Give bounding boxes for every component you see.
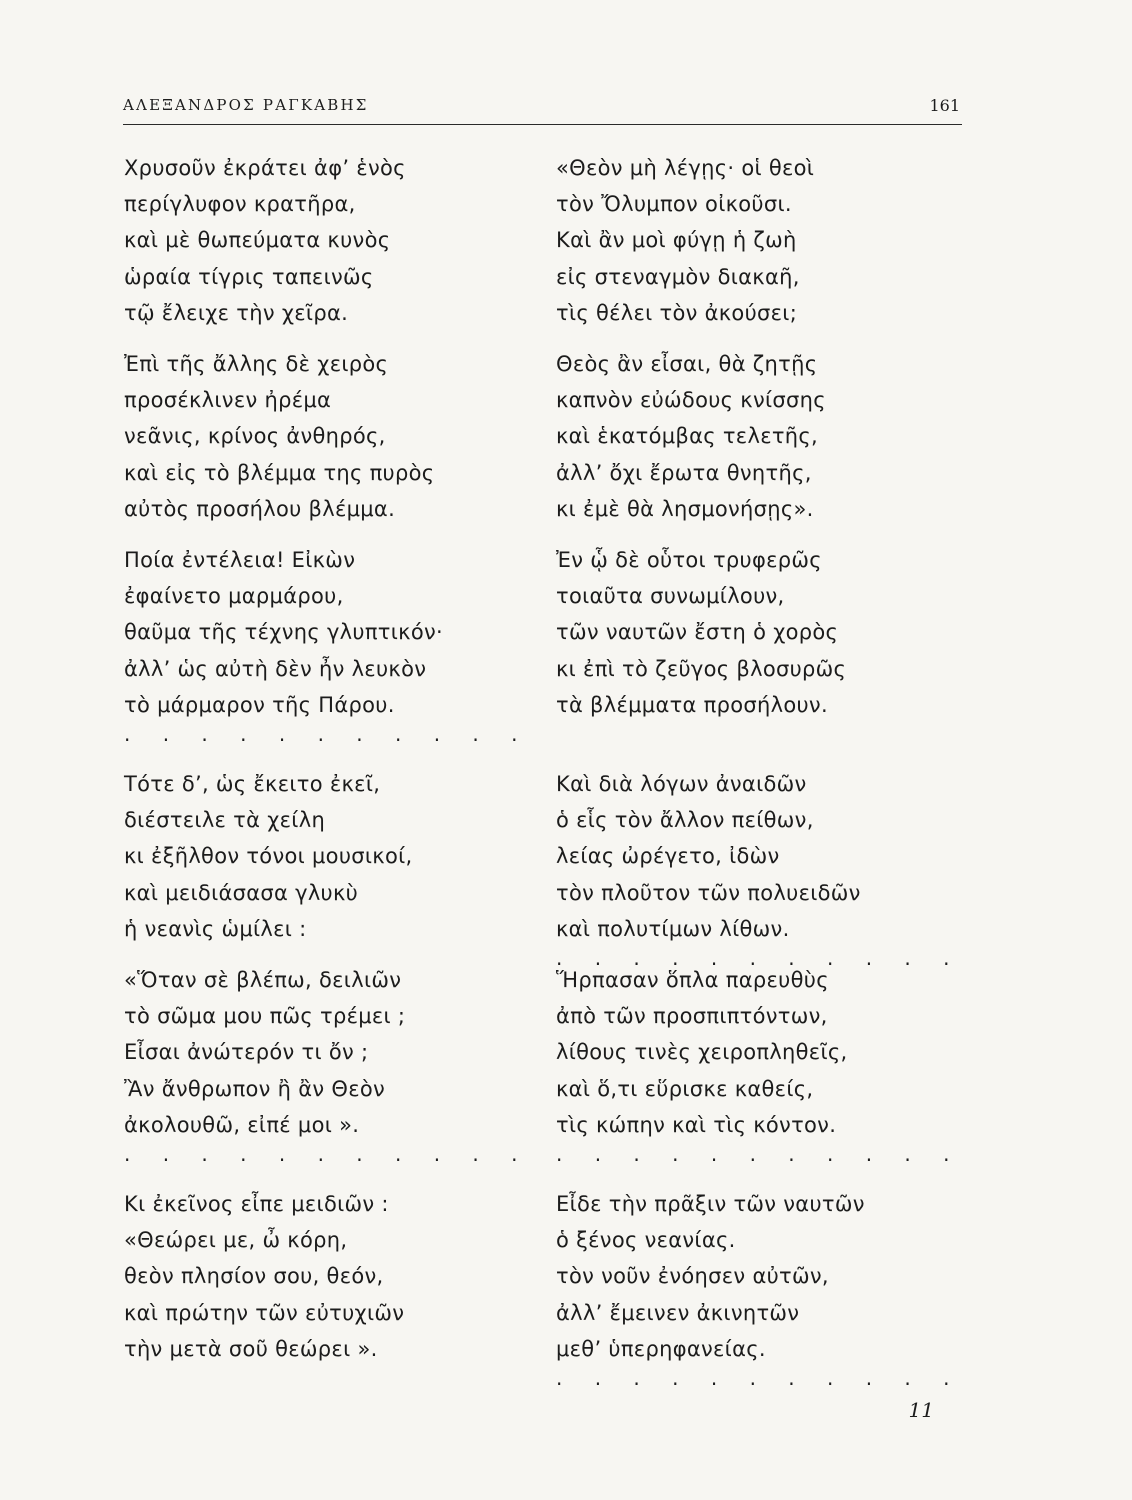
verse-line: καὶ πολυτίμων λίθων. <box>556 916 790 941</box>
verse-line: ἀλλ’ ὄχι ἔρωτα θνητῆς, <box>556 460 812 485</box>
stanza <box>556 1186 976 1390</box>
verse-line: τὶς κώπην καὶ τὶς κόντον. <box>556 1112 837 1137</box>
verse-line: ὁ εἷς τὸν ἄλλον πείθων, <box>556 808 814 833</box>
stanza <box>124 1186 544 1382</box>
verse-line: Εἶδε τὴν πρᾶξιν τῶν ναυτῶν <box>556 1192 865 1216</box>
verse-line: κι ἐπὶ τὸ ζεῦγος βλοσυρῶς <box>556 656 847 681</box>
stanza <box>556 346 976 542</box>
verse-line: ἀλλ’ ὡς αὐτὴ δὲν ἦν λευκὸν <box>124 656 427 681</box>
verse-line: κι ἐξῆλθον τόνοι μουσικοί, <box>124 844 413 869</box>
verse-line: περίγλυφον κρατῆρα, <box>124 192 356 217</box>
stanza <box>124 346 544 542</box>
verse-line: λείας ὠρέγετο, ἰδὼν <box>556 844 780 869</box>
stanza <box>556 542 976 766</box>
verse-line: εἰς στεναγμὸν διακαῆ, <box>556 264 800 289</box>
verse-line: Τότε δ’, ὡς ἔκειτο ἐκεῖ, <box>124 772 381 796</box>
verse-line: τὶς θέλει τὸν ἀκούσει; <box>556 300 798 325</box>
verse-line: καὶ μὲ θωπεύματα κυνὸς <box>124 228 391 253</box>
verse-line: Ποία ἐντέλεια! Εἰκὼν <box>124 548 356 572</box>
running-header <box>123 96 962 125</box>
ellipsis-row: . . . . . . . . . . . <box>556 945 963 970</box>
verse-line: καὶ μειδιάσασα γλυκὺ <box>124 880 359 905</box>
verse-line: τοιαῦτα συνωμίλουν, <box>556 584 785 609</box>
poem-right-column <box>556 150 976 1390</box>
ellipsis-row: . . . . . . . . . . . <box>556 1141 963 1166</box>
stanza <box>124 150 544 346</box>
verse-line: «Ὅταν σὲ βλέπω, δειλιῶν <box>124 968 402 992</box>
stanza <box>124 542 544 766</box>
stanza <box>556 766 976 970</box>
verse-line: νεᾶνις, κρίνος ἀνθηρός, <box>124 424 386 449</box>
stanza <box>556 962 976 1186</box>
verse-line: τὰ βλέμματα προσήλουν. <box>556 692 828 717</box>
verse-line: τῷ ἔλειχε τὴν χεῖρα. <box>124 300 349 325</box>
ellipsis-row: . . . . . . . . . . . <box>124 721 531 746</box>
stanza <box>556 150 976 346</box>
verse-line: Καὶ διὰ λόγων ἀναιδῶν <box>556 772 807 796</box>
verse-line: καὶ πρώτην τῶν εὐτυχιῶν <box>124 1300 405 1325</box>
verse-line: Ἂν ἄνθρωπον ἢ ἂν Θεὸν <box>124 1076 386 1101</box>
verse-line: προσέκλινεν ἠρέμα <box>124 388 332 413</box>
verse-line: Ἥρπασαν ὅπλα παρευθὺς <box>556 968 829 992</box>
verse-line: τὸν νοῦν ἐνόησεν αὐτῶν, <box>556 1264 829 1289</box>
verse-line: «Θεὸν μὴ λέγῃς· οἱ θεοὶ <box>556 156 815 180</box>
poem-left-column <box>124 150 544 1382</box>
verse-line: ὡραία τίγρις ταπεινῶς <box>124 264 374 289</box>
signature-folio: 11 <box>908 1398 934 1422</box>
verse-line: τὸν πλοῦτον τῶν πολυειδῶν <box>556 880 861 905</box>
verse-line: ἡ νεανὶς ὡμίλει : <box>124 916 307 941</box>
verse-line: τὸν Ὄλυμπον οἰκοῦσι. <box>556 192 792 217</box>
stanza <box>124 962 544 1186</box>
verse-line: τὴν μετὰ σοῦ θεώρει ». <box>124 1336 378 1361</box>
ellipsis-row: . . . . . . . . . . . <box>124 1141 531 1166</box>
verse-line: καὶ ὅ,τι εὕρισκε καθείς, <box>556 1076 814 1101</box>
page-number: 161 <box>929 96 960 115</box>
verse-line: καὶ εἰς τὸ βλέμμα της πυρὸς <box>124 460 435 485</box>
verse-line: Κι ἐκεῖνος εἶπε μειδιῶν : <box>124 1192 389 1216</box>
verse-line: τῶν ναυτῶν ἔστη ὁ χορὸς <box>556 620 839 645</box>
verse-line: τὸ μάρμαρον τῆς Πάρου. <box>124 692 395 717</box>
verse-line: καὶ ἑκατόμβας τελετῆς, <box>556 424 818 449</box>
verse-line: θεὸν πλησίον σου, θεόν, <box>124 1264 384 1289</box>
verse-line: ἐφαίνετο μαρμάρου, <box>124 584 344 609</box>
verse-line: διέστειλε τὰ χείλη <box>124 808 326 833</box>
verse-line: λίθους τινὲς χειροπληθεῖς, <box>556 1040 848 1065</box>
verse-line: καπνὸν εὐώδους κνίσσης <box>556 388 826 413</box>
verse-line: αὐτὸς προσήλου βλέμμα. <box>124 496 396 521</box>
verse-line: «Θεώρει με, ὦ κόρη, <box>124 1228 348 1253</box>
verse-line: τὸ σῶμα μου πῶς τρέμει ; <box>124 1004 406 1029</box>
verse-line: θαῦμα τῆς τέχνης γλυπτικόν· <box>124 620 443 645</box>
verse-line: ὁ ξένος νεανίας. <box>556 1228 736 1253</box>
verse-line: Ἐπὶ τῆς ἄλλης δὲ χειρὸς <box>124 352 389 376</box>
ellipsis-row: . . . . . . . . . . . <box>556 1365 963 1390</box>
verse-line: κι ἐμὲ θὰ λησμονήσῃς». <box>556 496 814 521</box>
verse-line: μεθ’ ὑπερηφανείας. <box>556 1336 766 1361</box>
verse-line: Εἶσαι ἀνώτερόν τι ὄν ; <box>124 1040 369 1065</box>
verse-line: Καὶ ἂν μοὶ φύγῃ ἡ ζωὴ <box>556 228 797 253</box>
running-head-author: ΑΛΕΞΑΝΔΡΟΣ ΡΑΓΚΑΒΗΣ <box>123 96 369 114</box>
verse-line: Χρυσοῦν ἐκράτει ἀφ’ ἑνὸς <box>124 156 406 180</box>
verse-line: ἀλλ’ ἔμεινεν ἀκινητῶν <box>556 1300 800 1325</box>
verse-line: ἀπὸ τῶν προσπιπτόντων, <box>556 1004 828 1029</box>
stanza <box>124 766 544 962</box>
verse-line: Θεὸς ἂν εἶσαι, θὰ ζητῇς <box>556 352 818 376</box>
verse-line: ἀκολουθῶ, εἰπέ μοι ». <box>124 1112 360 1137</box>
verse-line: Ἐν ᾧ δὲ οὗτοι τρυφερῶς <box>556 548 822 572</box>
